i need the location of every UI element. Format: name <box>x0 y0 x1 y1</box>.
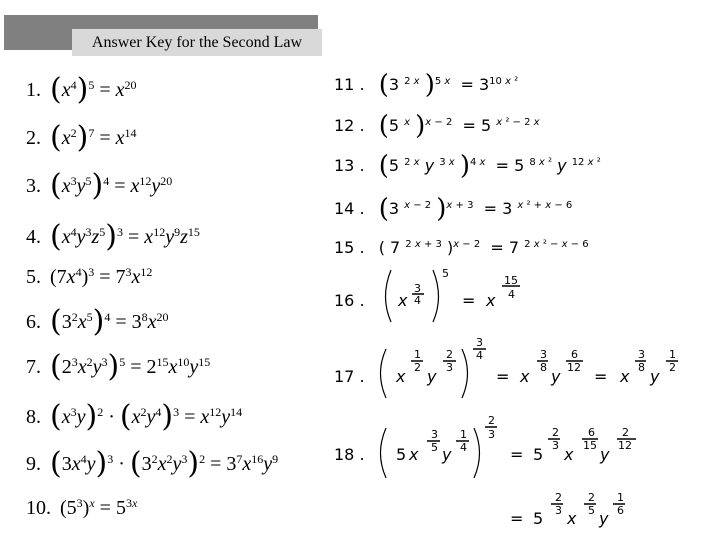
numerator: 3 <box>540 348 547 361</box>
numerator: 3 <box>414 282 421 295</box>
problem-number: 12 . <box>334 116 365 135</box>
numerator: 2 <box>446 348 453 361</box>
numerator: 15 <box>504 274 518 287</box>
numerator: 3 <box>638 348 645 361</box>
problem-number: 2. <box>26 127 41 149</box>
equals: = <box>510 445 524 464</box>
equation: ( 7 $^{2 x + 3}$ )$^{x - 2}$ = 7 $^{2 x ^2 - x - 6}$ <box>378 238 589 257</box>
equation: $(x^4y^3z^5)^3 = x^{12}y^9z^{15}$ <box>50 219 200 254</box>
problem-number: 5. <box>26 266 41 288</box>
problem-number: 18 . <box>334 445 365 464</box>
problem-number: 11 . <box>334 75 365 94</box>
base-y: y <box>600 445 610 464</box>
base-x: x <box>409 445 419 464</box>
equation: $(2^3x^2y^3)^5 = 2^{15}x^{10}y^{15}$ <box>50 349 211 384</box>
equals: = <box>594 367 608 386</box>
base-x: x <box>396 367 406 386</box>
base-y: y <box>427 367 437 386</box>
denominator: 4 <box>476 349 483 362</box>
equation: $(7x^4)^3 = 7^3x^{12}$ <box>50 264 153 288</box>
numerator: 1 <box>617 491 624 504</box>
denominator: 3 <box>552 439 559 452</box>
denominator: 3 <box>446 361 453 374</box>
equation: $(5^3)^x = 5^{3x}$ <box>60 495 138 519</box>
equation: $(x^3y^5)^4 = x^{12}y^{20}$ <box>50 168 173 203</box>
problem-number: 14 . <box>334 199 365 218</box>
equation: $(3x^4y)^3 \cdot (3^2x^2y^3)^2 = 3^7x^{16}y^9$ <box>50 446 279 481</box>
equation: (5 $^{2 x}$ y $^{3 x}$ )$^{4 x}$ = 5 $^{8 x ^2}$ y $^{12 x ^2}$ <box>378 151 601 181</box>
numerator: 2 <box>588 491 595 504</box>
equation: $(x^2)^7 = x^{14}$ <box>50 120 137 155</box>
numerator: 2 <box>555 491 562 504</box>
base-y: y <box>650 367 660 386</box>
base-x: x <box>567 509 577 528</box>
denominator: 8 <box>540 361 547 374</box>
problem-number: 4. <box>26 226 41 248</box>
base-x: x <box>486 291 496 310</box>
denominator: 15 <box>583 439 597 452</box>
problem-number: 17 . <box>334 367 365 386</box>
numerator: 6 <box>571 348 578 361</box>
numerator: 1 <box>669 348 676 361</box>
numerator: 2 <box>622 426 629 439</box>
base-x: x <box>620 367 630 386</box>
problem-number: 8. <box>26 406 41 428</box>
base-x: x <box>564 445 574 464</box>
numerator: 2 <box>552 426 559 439</box>
denominator: 12 <box>618 439 632 452</box>
problem-number: 3. <box>26 175 41 197</box>
problem-number: 9. <box>26 453 41 475</box>
coefficient: 5 <box>396 445 407 464</box>
problem-number: 10. <box>26 497 51 519</box>
denominator: 3 <box>555 504 562 517</box>
base-y: y <box>599 509 609 528</box>
base-x: x <box>520 367 530 386</box>
equation: $(3^2x^5)^4 = 3^8x^{20}$ <box>50 304 169 339</box>
denominator: 2 <box>669 361 676 374</box>
denominator: 6 <box>617 504 624 517</box>
numerator: 3 <box>431 428 438 441</box>
denominator: 4 <box>460 441 467 454</box>
equation: $(x^3y)^2 \cdot (x^2y^4)^3 = x^{12}y^{14}$ <box>50 399 243 434</box>
base-y: y <box>442 445 452 464</box>
denominator: 2 <box>414 361 421 374</box>
denominator: 4 <box>508 288 515 301</box>
numerator: 2 <box>488 414 495 427</box>
denominator: 4 <box>414 294 421 307</box>
problem-number: 13 . <box>334 156 365 175</box>
coefficient: 5 <box>533 509 544 528</box>
denominator: 12 <box>567 361 581 374</box>
numerator: 6 <box>588 426 595 439</box>
base-x: x <box>398 291 408 310</box>
numerator: 1 <box>414 348 421 361</box>
denominator: 3 <box>488 428 495 441</box>
denominator: 8 <box>638 361 645 374</box>
numerator: 1 <box>460 428 467 441</box>
numerator: 3 <box>476 336 483 349</box>
problem-number: 15 . <box>334 238 365 257</box>
equals: = <box>510 509 524 528</box>
equation: (3 $^{x - 2}$ )$^{x + 3}$ = 3 $^{x ^2 + x - 6}$ <box>378 194 573 224</box>
problem-number: 16 . <box>334 291 365 310</box>
problem-number: 7. <box>26 356 41 378</box>
outer-exponent: 5 <box>442 267 449 280</box>
denominator: 5 <box>588 504 595 517</box>
equation: $(x^4)^5 = x^{20}$ <box>50 72 137 107</box>
base-y: y <box>551 367 561 386</box>
problem-number: 1. <box>26 79 41 101</box>
equals: = <box>462 291 476 310</box>
equation: (3 $^{2 x}$ )$^{5 x} = 3^{10 x ^2}$ <box>378 70 519 100</box>
coefficient: 5 <box>533 445 544 464</box>
equals: = <box>496 367 510 386</box>
denominator: 5 <box>431 441 438 454</box>
problem-number: 6. <box>26 311 41 333</box>
equation: (5 $^x$ )$^{x - 2}$ = 5 $^{x ^2 - 2 x}$ <box>378 111 540 141</box>
page-title: Answer Key for the Second Law <box>72 29 322 56</box>
